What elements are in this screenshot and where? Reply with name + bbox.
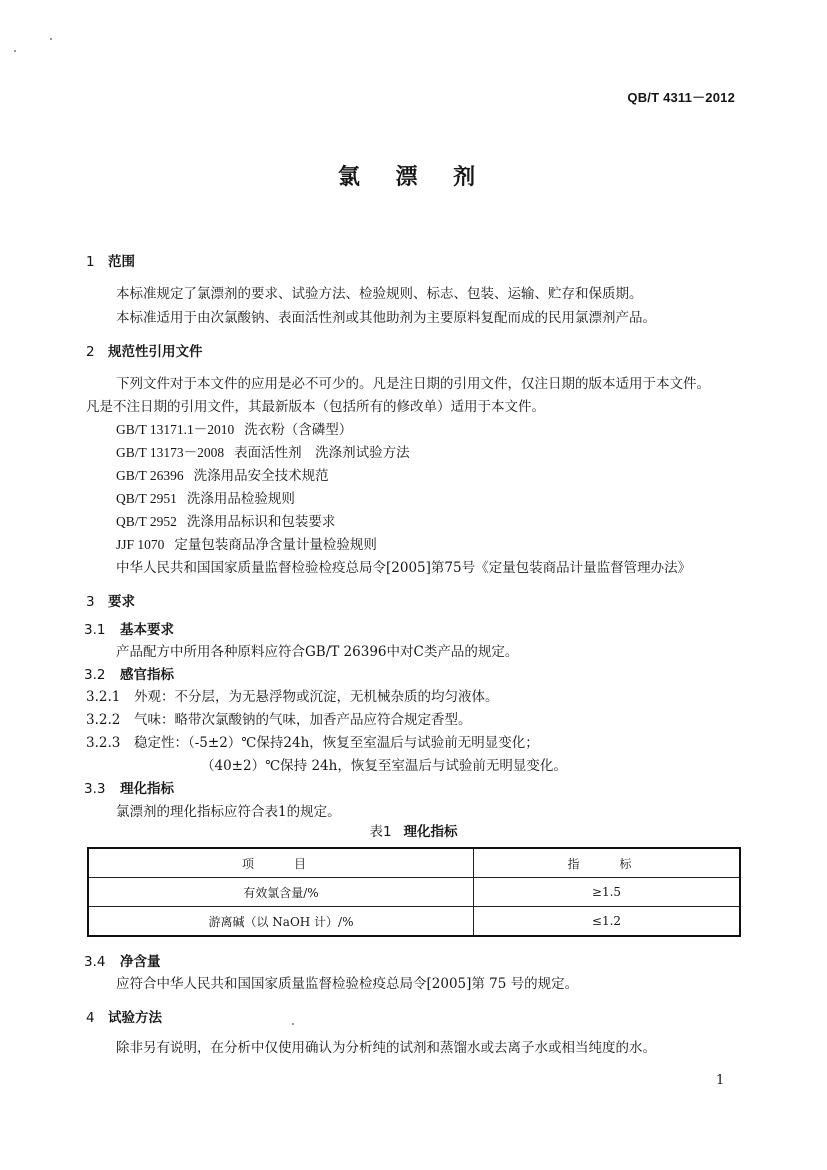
table-cell-item: 有效氯含量/% (88, 878, 474, 907)
clause-3-2-1 (86, 685, 499, 705)
clause-continuation: （40±2）℃保持 24h，恢复至室温后与试验前无明显变化。 (201, 758, 567, 774)
reference-decree: 中华人民共和国国家质量监督检验检疫总局令[2005]第75号《定量包装商品计量监督管理办法》 (116, 560, 692, 576)
paragraph: 本标准适用于由次氯酸钠、表面活性剂或其他助剂为主要原料复配而成的民用氯漂剂产品。 (116, 310, 656, 326)
table-row (88, 878, 740, 907)
subsection-number: 3.4 (84, 954, 106, 970)
reference-code: GB/T 13171.1－2010 (116, 422, 235, 437)
reference-code: QB/T 2952 (116, 514, 177, 529)
paragraph: 除非另有说明，在分析中仅使用确认为分析纯的试剂和蒸馏水或去离子水或相当纯度的水。 (116, 1040, 656, 1056)
reference-item (116, 464, 329, 484)
subsection-3-1-heading (84, 618, 174, 638)
reference-item (116, 418, 352, 438)
clause-3-2-3 (86, 731, 539, 751)
properties-table (87, 847, 741, 937)
subsection-number: 3.3 (84, 781, 106, 797)
reference-item (116, 533, 377, 553)
page-number: 1 (716, 1073, 725, 1088)
reference-name: 洗涤用品安全技术规范 (193, 468, 329, 484)
scan-speck (292, 1023, 294, 1025)
clause-number: 3.2.2 (86, 712, 121, 728)
reference-code: GB/T 26396 (116, 468, 184, 483)
reference-name: 洗衣粉（含磷型） (244, 422, 353, 438)
paragraph: 凡是不注日期的引用文件，其最新版本（包括所有的修改单）适用于本文件。 (86, 399, 545, 415)
reference-name: 表面活性剂 洗涤剂试验方法 (234, 445, 410, 461)
paragraph: 应符合中华人民共和国国家质量监督检验检疫总局令[2005]第 75 号的规定。 (116, 976, 579, 992)
section-title: 规范性引用文件 (108, 344, 203, 360)
section-title: 范围 (108, 254, 135, 270)
reference-name: 洗涤用品标识和包装要求 (186, 514, 336, 530)
reference-item (116, 441, 410, 461)
subsection-title: 理化指标 (120, 781, 174, 797)
standard-code: QB/T 4311－2012 (627, 90, 735, 105)
section-title: 试验方法 (108, 1010, 162, 1026)
section-3-heading (86, 590, 135, 610)
section-4-heading (86, 1006, 162, 1026)
table-cell-item: 游离碱（以 NaOH 计）/% (88, 907, 474, 937)
table-cell-value: ≥1.5 (474, 878, 741, 907)
clause-text: 稳定性：（-5±2）℃保持24h，恢复至室温后与试验前无明显变化； (134, 735, 539, 751)
table-number: 表1 (369, 824, 392, 840)
reference-code: JJF 1070 (116, 537, 165, 552)
subsection-number: 3.2 (84, 667, 106, 683)
clause-3-2-2 (86, 708, 472, 728)
clause-number: 3.2.1 (86, 689, 121, 705)
section-2-heading (86, 340, 203, 360)
section-number: 3 (86, 594, 95, 610)
paragraph: 产品配方中所用各种原料应符合GB/T 26396中对C类产品的规定。 (116, 644, 519, 660)
column-header-item: 项 目 (88, 848, 474, 878)
scan-speck (14, 50, 16, 52)
section-number: 1 (86, 254, 95, 270)
column-header-value: 指 标 (474, 848, 741, 878)
reference-item (116, 510, 335, 530)
clause-text: 外观：不分层，为无悬浮物或沉淀，无机械杂质的均匀液体。 (134, 689, 499, 705)
table-row (88, 907, 740, 937)
subsection-3-3-heading (84, 777, 174, 797)
document-title: 氯 漂 剂 (337, 164, 490, 190)
paragraph: 本标准规定了氯漂剂的要求、试验方法、检验规则、标志、包装、运输、贮存和保质期。 (116, 286, 643, 302)
clause-text: 气味：略带次氯酸钠的气味，加香产品应符合规定香型。 (134, 712, 472, 728)
section-1-heading (86, 250, 135, 270)
paragraph: 氯漂剂的理化指标应符合表1的规定。 (116, 804, 341, 820)
subsection-title: 感官指标 (120, 667, 174, 683)
table-header-row (88, 848, 740, 878)
subsection-number: 3.1 (84, 622, 106, 638)
table-cell-value: ≤1.2 (474, 907, 741, 937)
subsection-title: 基本要求 (120, 622, 174, 638)
reference-item (116, 487, 295, 507)
section-number: 2 (86, 344, 95, 360)
scan-speck (50, 38, 52, 40)
section-number: 4 (86, 1010, 95, 1026)
table-caption (0, 820, 827, 840)
clause-number: 3.2.3 (86, 735, 121, 751)
subsection-title: 净含量 (120, 954, 161, 970)
paragraph: 下列文件对于本文件的应用是必不可少的。凡是注日期的引用文件，仅注日期的版本适用于本文件。 (116, 376, 710, 392)
section-title: 要求 (108, 594, 135, 610)
reference-name: 定量包装商品净含量计量检验规则 (174, 537, 377, 553)
table-title: 理化指标 (403, 824, 458, 840)
subsection-3-4-heading (84, 950, 161, 970)
reference-name: 洗涤用品检验规则 (186, 491, 295, 507)
reference-code: QB/T 2951 (116, 491, 177, 506)
subsection-3-2-heading (84, 663, 174, 683)
reference-code: GB/T 13173－2008 (116, 445, 225, 460)
